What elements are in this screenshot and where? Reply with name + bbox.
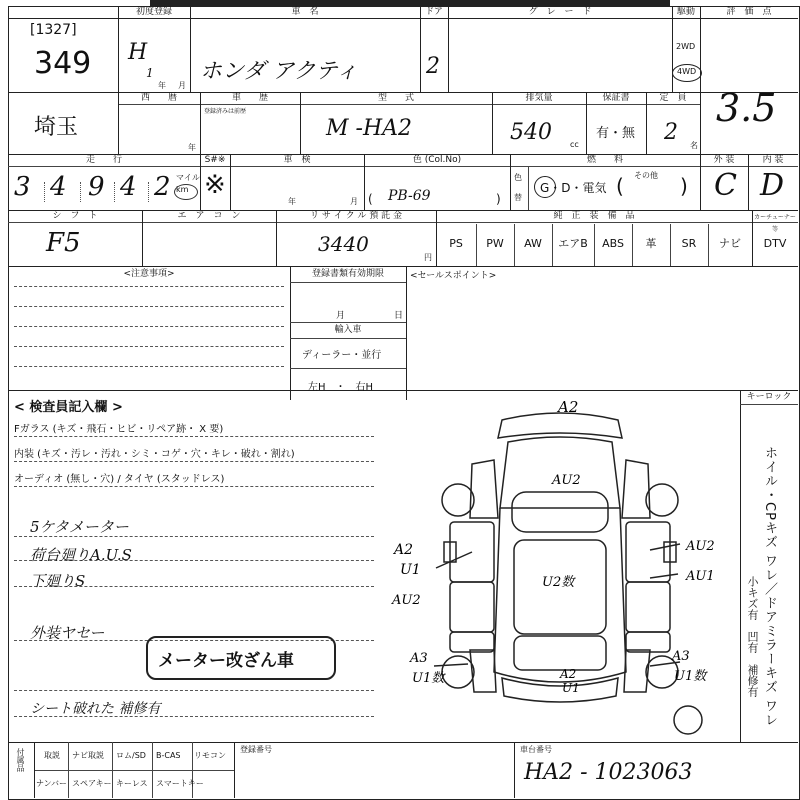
fuel-paren-open: ( <box>616 174 624 198</box>
equipment-item: ナビ <box>719 237 741 250</box>
note-line: 外装ヤセー <box>30 624 105 642</box>
note-line: 下廻りS <box>30 572 86 590</box>
fuel-options: G・D・電気 <box>540 181 607 195</box>
inspection-year: 年 <box>288 197 296 206</box>
prefecture-value: 埼玉 <box>34 115 79 140</box>
km-circle <box>174 184 198 200</box>
color-change-label-1: 色 <box>514 173 522 182</box>
western-year-header: 西 暦 <box>140 93 177 103</box>
displacement-value: 540 <box>510 120 552 145</box>
capacity-header: 定 員 <box>659 93 687 103</box>
equipment-item: ABS <box>602 237 624 250</box>
color-paren-close: ) <box>496 192 501 206</box>
color-header: 色 (Col.No) <box>412 155 462 165</box>
model-code-value: M -HA2 <box>326 116 413 141</box>
diagram-label-rear-left-2: U1数 <box>412 671 445 686</box>
warranty-options: 有・無 <box>596 126 636 141</box>
mileage-digit: 4 <box>50 172 67 202</box>
color-change-label-2: 替 <box>514 193 522 202</box>
diagram-label-rear-right-1: A3 <box>672 649 690 664</box>
inspector-audio: オーディオ (無し・穴) / タイヤ (スタッドレス) <box>14 474 225 485</box>
reg-day-label: 日 <box>394 311 404 321</box>
equipment-item: PW <box>486 237 504 250</box>
accessories-label: 付属品 <box>16 748 25 772</box>
diagram-label-left-1: A2 <box>394 542 414 558</box>
drive-header: 駆動 <box>676 7 695 17</box>
mileage-digit: 2 <box>154 172 171 202</box>
note-line: シート破れた 補修有 <box>30 701 161 717</box>
car-name-header: 車 名 <box>291 7 319 17</box>
inspector-header: < 検査員記入欄 > <box>14 400 123 415</box>
equipment-item: DTV <box>763 237 787 250</box>
exterior-header: 外 装 <box>713 155 735 165</box>
sales-points-header: <セールスポイント> <box>410 271 497 281</box>
recycle-header: リ サ イ ク ル 預 託 金 <box>309 211 403 221</box>
score-header: 評 価 点 <box>726 7 772 17</box>
s-mark-value: ※ <box>204 170 226 200</box>
first-registration-header: 初度登録 <box>135 7 172 17</box>
diagram-label-rear-right-2: U1数 <box>674 669 707 684</box>
doors-header: ドア <box>425 7 443 17</box>
car-name-value: ホンダ アクティ <box>200 59 358 84</box>
handle-side: 左H ・ 右H <box>308 382 374 393</box>
warranty-header: 保証書 <box>602 93 630 103</box>
note-line: 荷台廻りA.U.S <box>30 546 132 564</box>
mileage-digit: 3 <box>14 172 31 202</box>
drive-2wd: 2WD <box>676 42 696 51</box>
registration-docs-header: 登録書類有効期限 <box>311 269 384 279</box>
inspection-month: 月 <box>350 197 358 206</box>
mileage-digit: 4 <box>120 172 137 202</box>
key-lock-header: キーロック <box>746 392 792 402</box>
equipment-item: エアB <box>558 237 588 250</box>
chassis-no-value: HA2 - 1023063 <box>524 760 693 785</box>
equipment-item: 革 <box>645 237 657 250</box>
shift-header: シ フ ト <box>52 211 98 221</box>
shift-value: F5 <box>46 228 81 258</box>
grade-header: グ レ ー ド <box>528 7 592 17</box>
diagram-label-left-2: U1 <box>400 562 421 578</box>
car-tuner-header: カーチューナー等 <box>754 214 796 233</box>
inspection-header: 車 検 <box>283 155 311 165</box>
equipment-item: PS <box>449 237 463 250</box>
s-mark-header: S#※ <box>204 155 226 165</box>
color-code-value: PB-69 <box>388 188 431 204</box>
interior-header: 内 装 <box>762 155 784 165</box>
accessory-item: B-CAS <box>156 751 181 760</box>
diagram-label-right-1: AU2 <box>686 539 715 554</box>
displacement-unit: cc <box>570 140 579 149</box>
diagram-label-right-2: AU1 <box>686 569 715 584</box>
fuel-other-label: その他 <box>634 171 658 180</box>
model-code-header: 型 式 <box>377 93 414 103</box>
inspector-glass: Fガラス (キズ・飛石・ヒビ・リペア跡・ X 要) <box>14 424 224 435</box>
accessories-row-1 <box>34 742 234 770</box>
reg-no-label: 登録番号 <box>240 745 272 754</box>
diagram-label-left-3: AU2 <box>392 593 421 608</box>
diagram-label-front: A2 <box>558 398 579 416</box>
mile-km-label: マイル km <box>176 173 200 194</box>
notes-header: <注意事項> <box>123 269 175 279</box>
drive-4wd: 4WD <box>677 67 697 76</box>
diagram-label-rear-1: A2 <box>560 667 577 681</box>
accessory-item: スペアキー <box>72 779 112 788</box>
reg-month-label: 月 <box>336 311 346 321</box>
lot-code: [1327] <box>30 22 77 38</box>
displacement-header: 排気量 <box>525 93 553 103</box>
mileage-digit: 9 <box>88 172 105 202</box>
aircon-header: エ ア コ ン <box>177 211 241 221</box>
doors-value: 2 <box>426 54 440 79</box>
mileage-digits <box>14 170 174 206</box>
note-line: 5ケタメーター <box>30 518 129 536</box>
dealer-parallel: ディーラー・並行 <box>302 350 382 361</box>
capacity-unit: 名 <box>690 141 698 150</box>
accessory-item: スマートキー <box>156 779 204 788</box>
import-car-header: 輸入車 <box>334 325 362 335</box>
color-paren-open: ( <box>368 192 373 206</box>
capacity-value: 2 <box>664 120 678 145</box>
tamper-stamp <box>146 636 336 680</box>
history-note: 登録済みは前歴 <box>204 108 247 115</box>
diagram-label-rear-2: U1 <box>562 681 580 695</box>
equipment-item: AW <box>524 237 542 250</box>
side-inspection-text: ホイル・CPキズ ワレ／ドアミラーキズ ワレ <box>762 446 777 728</box>
accessory-item: リモコン <box>194 751 226 760</box>
era-value: H <box>128 40 148 65</box>
diagram-label-hood: AU2 <box>552 473 581 488</box>
diagram-label-bed: U2数 <box>542 575 575 590</box>
accessories-row-2 <box>34 770 234 798</box>
equipment-item: SR <box>681 237 697 250</box>
recycle-fee-value: 3440 <box>318 232 369 256</box>
mileage-header: 走 行 <box>85 155 122 165</box>
yen-unit: 円 <box>424 253 432 262</box>
year-unit: 年 <box>158 81 166 90</box>
western-year-unit: 年 <box>188 143 196 152</box>
fuel-header: 燃 料 <box>586 155 623 165</box>
year-value: 1 <box>146 66 154 80</box>
diagram-label-rear-left-1: A3 <box>410 651 428 666</box>
chassis-no-label: 車台番号 <box>520 745 552 754</box>
accessory-item: ナンバー <box>36 779 68 788</box>
accessory-item: ロム/SD <box>116 751 146 760</box>
equipment-row <box>436 224 798 264</box>
tamper-stamp-text: メーター改ざん車 <box>158 651 294 671</box>
equipment-header: 純 正 装 備 品 <box>553 211 635 221</box>
side-inspection-sub: 小キズ有 凹有 補修有 <box>746 576 759 697</box>
inspector-interior: 内装 (キズ・汚レ・汚れ・シミ・コゲ・穴・キレ・破れ・割れ) <box>14 449 295 460</box>
accessory-item: 取説 <box>44 751 60 760</box>
fuel-paren-close: ) <box>680 174 688 198</box>
history-header: 車 歴 <box>231 93 268 103</box>
exterior-grade-value: C <box>714 168 737 203</box>
accessory-item: キーレス <box>116 779 148 788</box>
month-unit: 月 <box>178 81 186 90</box>
lot-number: 349 <box>34 46 92 81</box>
interior-grade-value: D <box>760 168 785 203</box>
car-damage-diagram <box>390 392 740 740</box>
score-value: 3.5 <box>716 86 777 130</box>
accessory-item: ナビ取説 <box>72 751 104 760</box>
